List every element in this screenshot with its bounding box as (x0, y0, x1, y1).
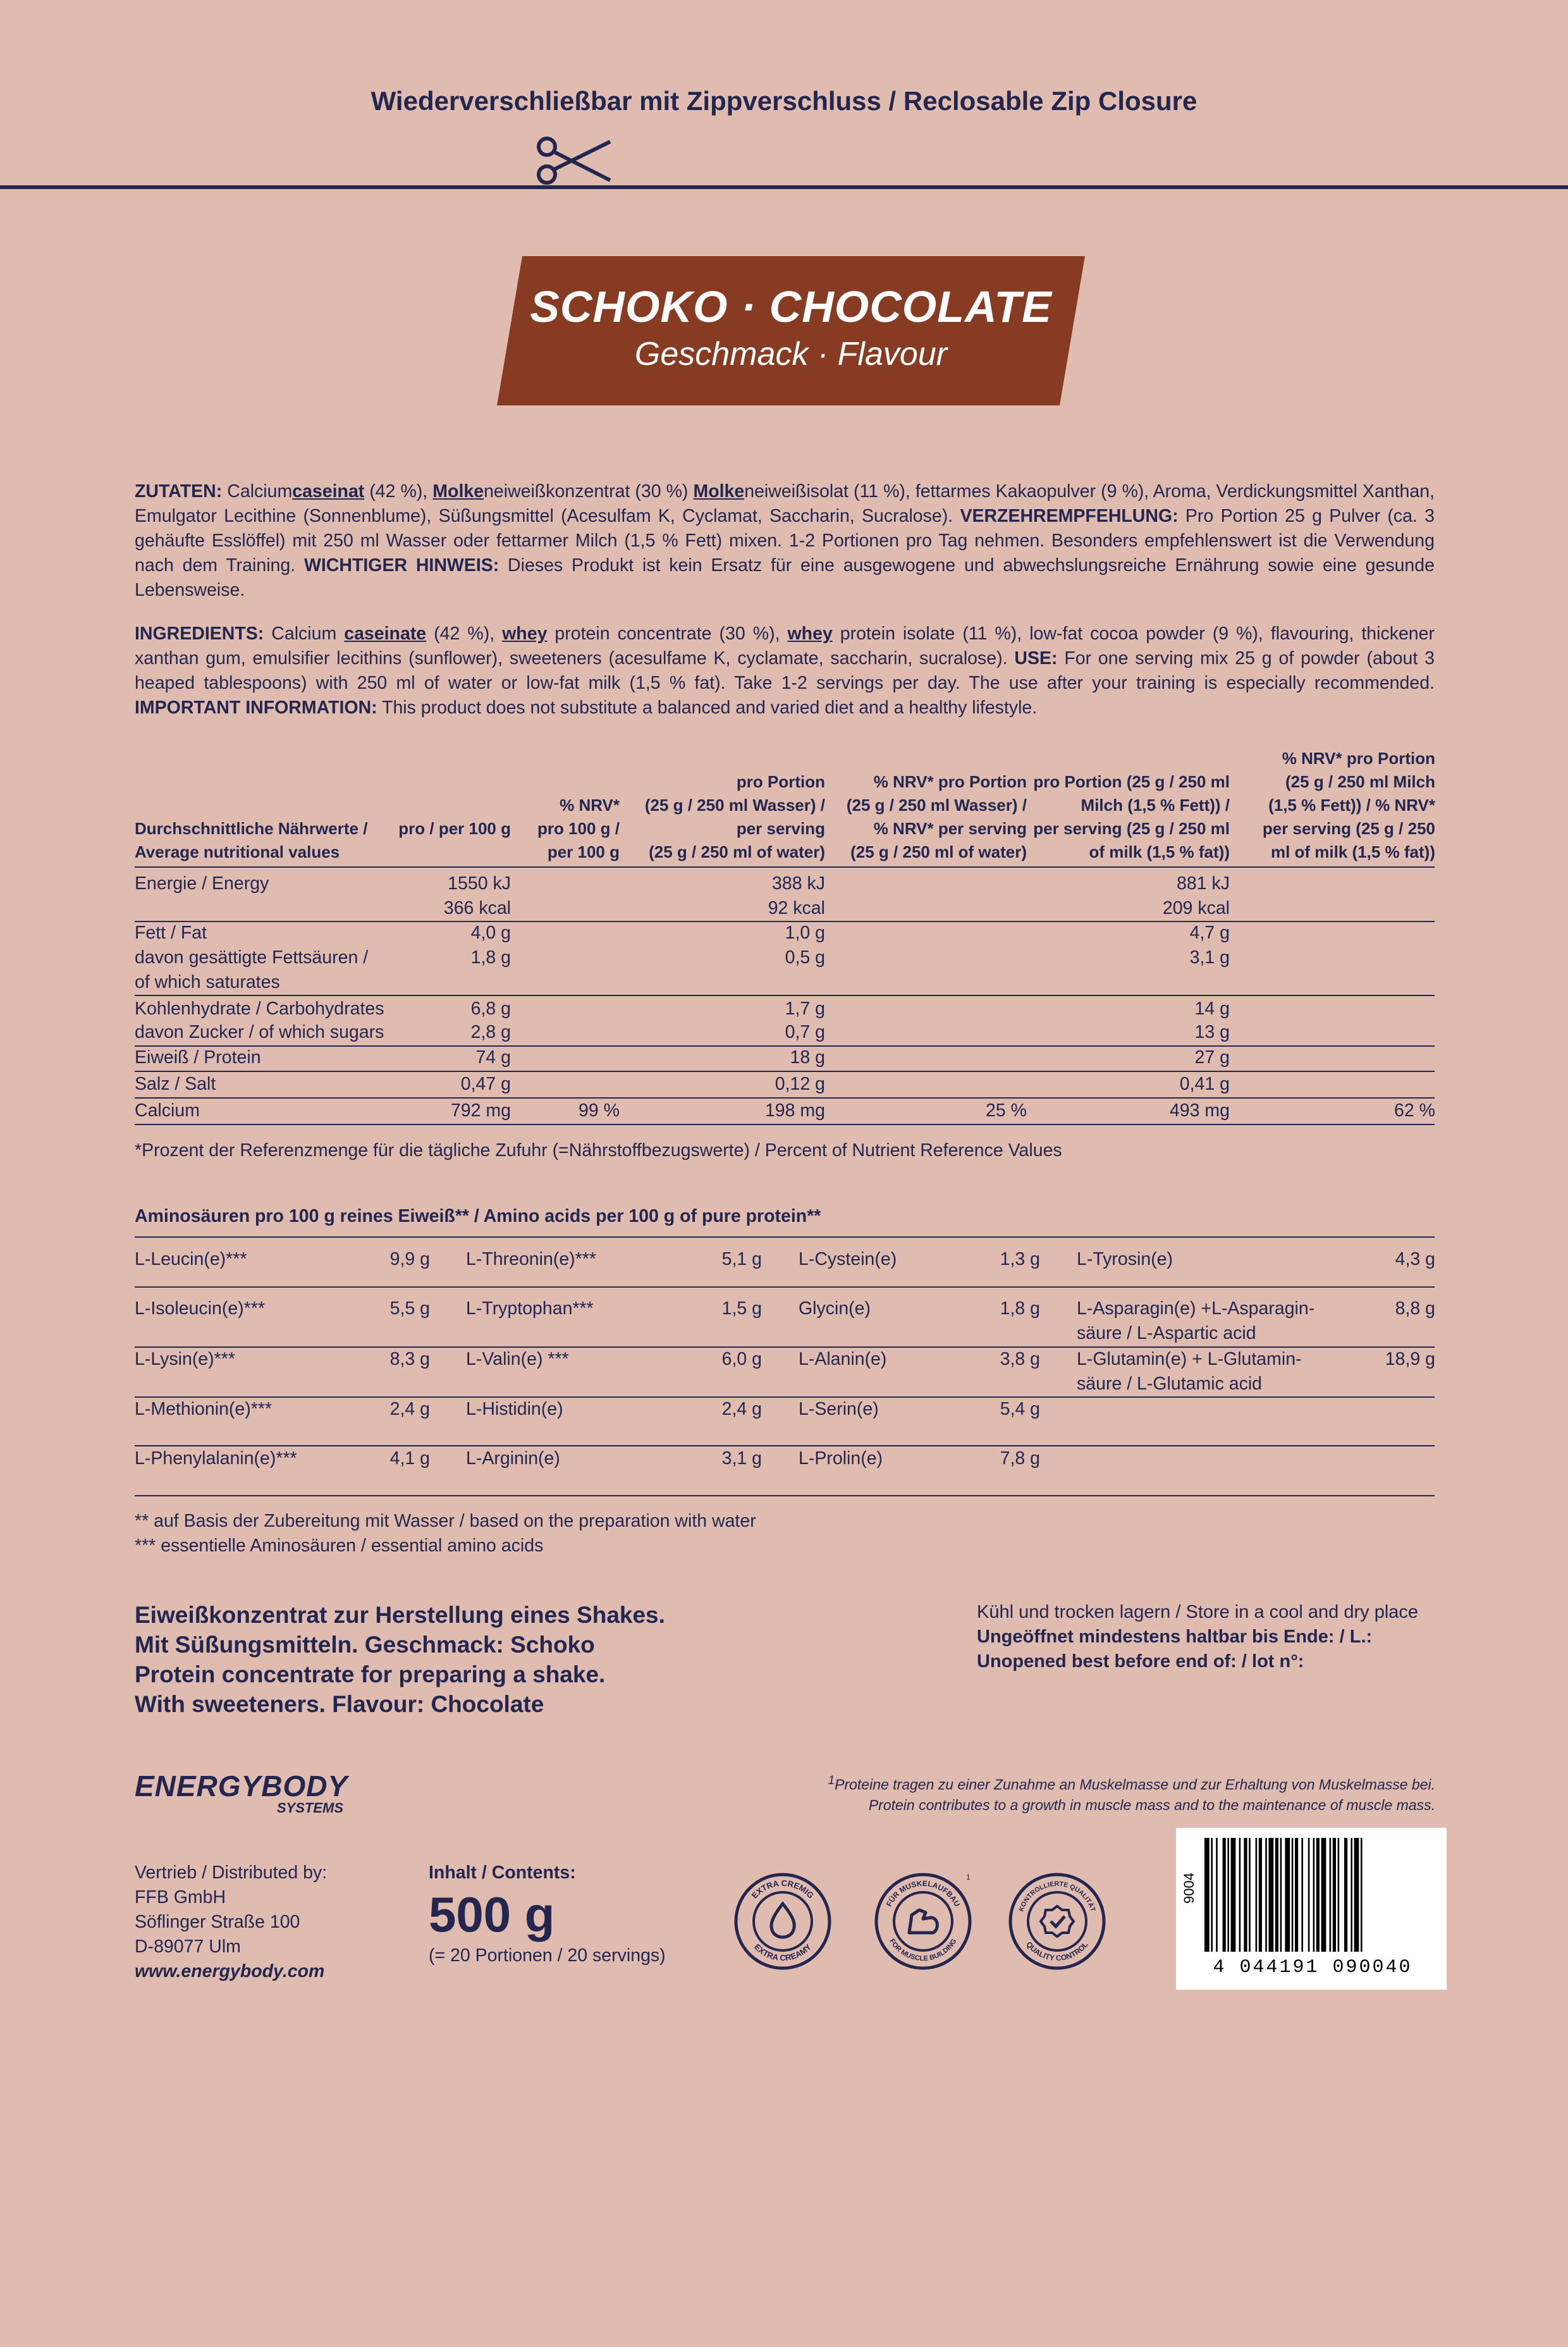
allergen: caseinate (344, 624, 427, 644)
amino-value: 6,0 g (721, 1349, 762, 1369)
value-portion-milk: 13 g (1194, 1022, 1230, 1042)
amino-value: 9,9 g (389, 1249, 430, 1269)
ingredients-text: protein isolate (11 %), low-fat cocoa powder (9 %), flavouring, thickener xanthan gum, emulsifier lecithins (sunflower), sweeteners (acesulfame K, cyclamate, saccharin, sucralose). (135, 624, 1435, 668)
amino-value: 1,8 g (1000, 1298, 1040, 1319)
protein-claim (746, 1771, 1435, 1815)
use-label: USE: (1014, 648, 1058, 668)
amino-name: säure / L-Aspartic acid (1077, 1323, 1256, 1343)
svg-text:EXTRA CREAMY: EXTRA CREAMY (752, 1942, 813, 1963)
header-nrv100: % NRV* pro 100 g / per 100 g (537, 796, 620, 861)
amino-name: L-Cystein(e) (799, 1249, 897, 1269)
ingredients-text: For one serving mix 25 g of powder (about 3 heaped tablespoons) with 250 ml of water or low-fat milk (1,5 % fat). Take 1-2 servings per day. The use after your training is especially recommended. (135, 648, 1435, 693)
amino-value: 4,1 g (389, 1448, 430, 1469)
amino-value: 2,4 g (389, 1399, 430, 1419)
storage-line: Kühl und trocken lagern / Store in a cool and dry place (977, 1602, 1419, 1622)
muscle-building-seal (873, 1871, 974, 1972)
barcode-bar (1361, 1838, 1363, 1952)
value-per100: 1550 kJ (448, 873, 511, 894)
svg-text:QUALITY CONTROL: QUALITY CONTROL (1024, 1940, 1090, 1963)
amino-name: L-Alanin(e) (799, 1349, 887, 1369)
distributor-company: FFB GmbH (135, 1887, 226, 1907)
barcode-bar (1301, 1838, 1303, 1952)
amino-name: L-Lysin(e)*** (135, 1349, 235, 1369)
value-portion-water: 0,7 g (785, 1022, 825, 1042)
value-portion-water: 1,7 g (785, 999, 825, 1019)
amino-value: 3,8 g (1000, 1349, 1040, 1369)
amino-name: L-Isoleucin(e)*** (135, 1298, 265, 1319)
amino-name: L-Histidin(e) (466, 1399, 563, 1419)
header-portion-milk: pro Portion (25 g / 250 ml Milch (1,5 % Fett)) / per serving (25 g / 250 ml of milk (1,5 % fat)) (1033, 772, 1230, 861)
header-per100: pro / per 100 g (398, 819, 511, 838)
barcode-bar (1330, 1838, 1332, 1952)
barcode-bar (1204, 1838, 1210, 1952)
barcode-bar (1280, 1838, 1282, 1952)
distributor-city: D-89077 Ulm (135, 1937, 241, 1957)
svg-text:EXTRA CREMIG: EXTRA CREMIG (749, 1878, 816, 1900)
value-nrv100: 99 % (579, 1100, 620, 1121)
value-portion-milk: 0,41 g (1179, 1074, 1230, 1094)
value-per100: 2,8 g (470, 1022, 511, 1042)
zutaten-text: Dieses Produkt ist kein Ersatz für eine ausgewogene und abwechslungsreiche Ernährung sowie eine gesunde Lebensweise. (135, 555, 1435, 600)
brand-logo (135, 1771, 348, 1815)
amino-name: L-Threonin(e)*** (466, 1249, 596, 1269)
verzehr-label: VERZEHREMPFEHLUNG: (960, 506, 1179, 526)
amino-name: säure / L-Glutamic acid (1077, 1374, 1263, 1394)
claim-line: Protein contributes to a growth in muscle mass and to the maintenance of muscle mass. (868, 1796, 1435, 1813)
table-divider (135, 866, 1435, 868)
amino-name: L-Tyrosin(e) (1077, 1249, 1173, 1269)
nrv-footnote: *Prozent der Referenzmenge für die tägliche Zufuhr (=Nährstoffbezugswerte) / Percent of Nutrient Reference Values (135, 1140, 1062, 1161)
description-line: With sweeteners. Flavour: Chocolate (135, 1691, 544, 1717)
flavour-title: SCHOKO · CHOCOLATE (530, 282, 1052, 331)
barcode-bar (1351, 1838, 1352, 1952)
value-per100: 366 kcal (443, 898, 511, 918)
value-portion-water: 92 kcal (768, 898, 825, 918)
value-nrv-water: 25 % (986, 1100, 1027, 1121)
barcode-bar (1308, 1838, 1310, 1952)
amino-note-water: ** auf Basis der Zubereitung mit Wasser / based on the preparation with water (135, 1511, 756, 1531)
barcode-bar (1316, 1838, 1320, 1952)
value-portion-water: 18 g (790, 1047, 825, 1068)
amino-name: L-Prolin(e) (799, 1448, 883, 1469)
flavour-subtitle: Geschmack · Flavour (634, 336, 948, 373)
barcode-bar (1211, 1838, 1213, 1952)
amino-divider (135, 1445, 1435, 1446)
barcode-bar (1292, 1838, 1294, 1952)
description-line: Protein concentrate for preparing a shake. (135, 1661, 606, 1687)
value-per100: 792 mg (450, 1100, 511, 1121)
amino-name: Glycin(e) (799, 1298, 871, 1319)
barcode-bar (1244, 1838, 1247, 1952)
amino-divider (135, 1286, 1435, 1288)
value-per100: 4,0 g (470, 923, 511, 943)
zutaten-text: Calcium (222, 481, 293, 502)
amino-divider (135, 1236, 1435, 1238)
amino-value: 18,9 g (1385, 1349, 1435, 1369)
amino-name: L-Arginin(e) (466, 1448, 560, 1469)
amino-value: 1,5 g (721, 1298, 762, 1319)
svg-text:FÜR MUSKELAUFBAU: FÜR MUSKELAUFBAU (884, 1878, 962, 1908)
amino-value: 8,8 g (1395, 1298, 1435, 1319)
servings-count: (= 20 Portionen / 20 servings) (429, 1945, 666, 1966)
amino-divider (135, 1495, 1435, 1496)
svg-text:KONTROLLIERTE QUALITÄT: KONTROLLIERTE QUALITÄT (1017, 1880, 1097, 1913)
muscle-arm-icon (909, 1910, 937, 1933)
barcode-bar (1354, 1838, 1359, 1952)
row-label: davon gesättigte Fettsäuren / (135, 947, 369, 968)
barcode-bar (1313, 1838, 1315, 1952)
table-divider (135, 1124, 1435, 1125)
important-label: IMPORTANT INFORMATION: (135, 698, 377, 718)
svg-text:1: 1 (966, 1873, 971, 1882)
cut-line (0, 185, 1568, 189)
allergen: whey (502, 624, 548, 644)
distributor-street: Söflinger Straße 100 (135, 1912, 300, 1932)
quality-control-seal (1007, 1871, 1108, 1972)
barcode (1176, 1828, 1447, 1990)
best-before-label: Ungeöffnet mindestens haltbar bis Ende: / L.: (977, 1627, 1373, 1647)
ingredients-text: Calcium (264, 624, 345, 644)
amino-value: 4,3 g (1395, 1249, 1435, 1269)
row-label: Eiweiß / Protein (135, 1047, 261, 1068)
amino-value: 2,4 g (721, 1399, 762, 1419)
ingredients-label: INGREDIENTS: (135, 624, 264, 644)
lot-label: Unopened best before end of: / lot n°: (977, 1651, 1304, 1672)
amino-title: Aminosäuren pro 100 g reines Eiweiß** / Amino acids per 100 g of pure protein** (135, 1206, 821, 1226)
value-portion-milk: 4,7 g (1189, 923, 1230, 943)
check-badge-icon (1041, 1906, 1074, 1937)
row-label: of which saturates (135, 972, 280, 992)
header-label: Durchschnittliche Nährwerte / Average nutritional values (135, 819, 368, 861)
row-label: davon Zucker / of which sugars (135, 1022, 384, 1042)
amino-name: L-Methionin(e)*** (135, 1399, 273, 1419)
value-per100: 6,8 g (470, 999, 511, 1019)
ingredients-text: protein concentrate (30 %), (547, 624, 788, 644)
value-portion-milk: 209 kcal (1162, 898, 1230, 918)
amino-name: L-Valin(e) *** (466, 1349, 569, 1369)
zutaten-text: (42 %), (364, 481, 433, 502)
table-divider (135, 995, 1435, 996)
barcode-digits: 4 044191 090040 (1213, 1957, 1412, 1978)
amino-name: L-Serin(e) (799, 1399, 879, 1419)
value-nrv-milk: 62 % (1394, 1100, 1435, 1121)
barcode-bars (1204, 1838, 1438, 1958)
net-weight: 500 g (429, 1887, 555, 1942)
barcode-bar (1227, 1838, 1229, 1952)
claim-line: Proteine tragen zu einer Zunahme an Muskelmasse und zur Erhaltung von Muskelmasse bei. (835, 1776, 1435, 1793)
value-portion-milk: 27 g (1194, 1047, 1230, 1068)
zutaten-paragraph (135, 479, 1435, 603)
brand-name: ENERGYBODY (135, 1770, 348, 1802)
amino-value: 1,3 g (1000, 1249, 1040, 1269)
ingredients-paragraph (135, 622, 1435, 720)
value-portion-milk: 14 g (1194, 999, 1230, 1019)
contents-block (429, 1861, 666, 1968)
barcode-bar (1256, 1838, 1258, 1952)
allergen: caseinat (292, 481, 365, 502)
row-label: Fett / Fat (135, 923, 207, 943)
amino-note-essential: *** essentielle Aminosäuren / essential amino acids (135, 1536, 544, 1556)
amino-name: L-Asparagin(e) +L-Asparagin- (1077, 1298, 1315, 1319)
svg-text:FOR MUSCLE BUILDING: FOR MUSCLE BUILDING (888, 1937, 959, 1963)
claim-footnote-mark: 1 (828, 1774, 835, 1787)
description-line: Mit Süßungsmitteln. Geschmack: Schoko (135, 1632, 595, 1658)
header-nrv-water: % NRV* pro Portion (25 g / 250 ml Wasser) / % NRV* per serving (25 g / 250 ml of water) (846, 772, 1027, 861)
value-portion-water: 198 mg (764, 1100, 825, 1121)
hinweis-label: WICHTIGER HINWEIS: (303, 555, 499, 576)
amino-name: L-Tryptophan*** (466, 1298, 594, 1319)
value-per100: 1,8 g (470, 947, 511, 968)
amino-name: L-Glutamin(e) + L-Glutamin- (1077, 1349, 1302, 1369)
value-portion-milk: 881 kJ (1177, 873, 1230, 894)
barcode-bar (1231, 1838, 1236, 1952)
extra-creamy-seal (732, 1871, 833, 1972)
row-label: Energie / Energy (135, 873, 269, 894)
ingredients-text: (42 %), (426, 624, 503, 644)
barcode-bar (1223, 1838, 1226, 1952)
product-description (135, 1600, 665, 1719)
barcode-bar (1249, 1838, 1251, 1952)
amino-value: 7,8 g (1000, 1448, 1040, 1469)
barcode-bar (1265, 1838, 1267, 1952)
value-portion-water: 1,0 g (785, 923, 825, 943)
allergen: Molke (693, 481, 745, 502)
drop-icon (771, 1904, 794, 1937)
row-label: Kohlenhydrate / Carbohydrates (135, 999, 384, 1019)
barcode-bar (1285, 1838, 1290, 1952)
barcode-bar (1344, 1838, 1347, 1952)
barcode-bar (1321, 1838, 1326, 1952)
amino-value: 3,1 g (721, 1448, 762, 1469)
value-per100: 0,47 g (460, 1074, 511, 1094)
value-per100: 74 g (475, 1047, 511, 1068)
amino-name: L-Leucin(e)*** (135, 1249, 247, 1269)
row-label: Calcium (135, 1100, 200, 1121)
website-link[interactable]: www.energybody.com (135, 1961, 325, 1981)
amino-name: L-Phenylalanin(e)*** (135, 1448, 297, 1469)
barcode-bar (1268, 1838, 1273, 1952)
barcode-bar (1275, 1838, 1278, 1952)
header-nrv-milk: % NRV* pro Portion (25 g / 250 ml Milch (1,5 % Fett)) / % NRV* per serving (25 g / 250 ml of milk (1,5 % fat)) (1262, 749, 1435, 861)
zutaten-text: Pro Portion 25 g Pulver (ca. 3 gehäufte Esslöffel) mit 250 ml Wasser oder fettarmer Milch (1,5 % Fett) mixen. 1-2 Portionen pro Tag nehmen. Besonders empfehlenswert ist die Verwendung nach dem Training. (135, 506, 1435, 576)
brand-subtitle: SYSTEMS (276, 1800, 343, 1816)
zutaten-text: neiweißkonzentrat (30 %) (484, 481, 694, 502)
flavour-banner (497, 256, 1085, 405)
amino-value: 8,3 g (389, 1349, 430, 1369)
barcode-bar (1333, 1838, 1336, 1952)
barcode-bar (1239, 1838, 1241, 1952)
value-portion-water: 0,12 g (775, 1074, 825, 1094)
barcode-bar (1295, 1838, 1298, 1952)
allergen: whey (787, 624, 833, 644)
zutaten-text: neiweißisolat (11 %), fettarmes Kakaopulver (9 %), Aroma, Verdickungsmittel Xanthan, Emulgator Lecithine (Sonnenblume), Süßungsmittel (Acesulfam K, Cyclamat, Saccharin, Sucralose). (135, 481, 1435, 526)
barcode-bar (1338, 1838, 1340, 1952)
amino-value: 5,1 g (721, 1249, 762, 1269)
row-label: Salz / Salt (135, 1074, 216, 1094)
header-portion-water: pro Portion (25 g / 250 ml Wasser) / per serving (25 g / 250 ml of water) (644, 772, 825, 861)
amino-value: 5,5 g (389, 1298, 430, 1319)
amino-value: 5,4 g (1000, 1399, 1040, 1419)
allergen: Molke (432, 481, 484, 502)
value-portion-milk: 493 mg (1169, 1100, 1230, 1121)
barcode-side-number: 9004 (1181, 1873, 1197, 1904)
zutaten-label: ZUTATEN: (135, 481, 223, 502)
description-line: Eiweißkonzentrat zur Herstellung eines Shakes. (135, 1602, 665, 1628)
storage-info (977, 1600, 1418, 1674)
value-portion-water: 0,5 g (785, 947, 825, 968)
distributor-label: Vertrieb / Distributed by: (135, 1863, 328, 1883)
value-portion-milk: 3,1 g (1189, 947, 1230, 968)
ingredients-text: This product does not substitute a balanced and varied diet and a healthy lifestyle. (377, 698, 1038, 718)
value-portion-water: 388 kJ (772, 873, 825, 894)
barcode-bar (1259, 1838, 1262, 1952)
contents-label: Inhalt / Contents: (429, 1863, 576, 1883)
scissors-icon (534, 133, 616, 190)
barcode-bar (1216, 1838, 1218, 1952)
zip-closure-text: Wiederverschließbar mit Zippverschluss / Reclosable Zip Closure (371, 86, 1197, 116)
amino-divider (135, 1396, 1435, 1398)
distributor-block (135, 1861, 327, 1984)
